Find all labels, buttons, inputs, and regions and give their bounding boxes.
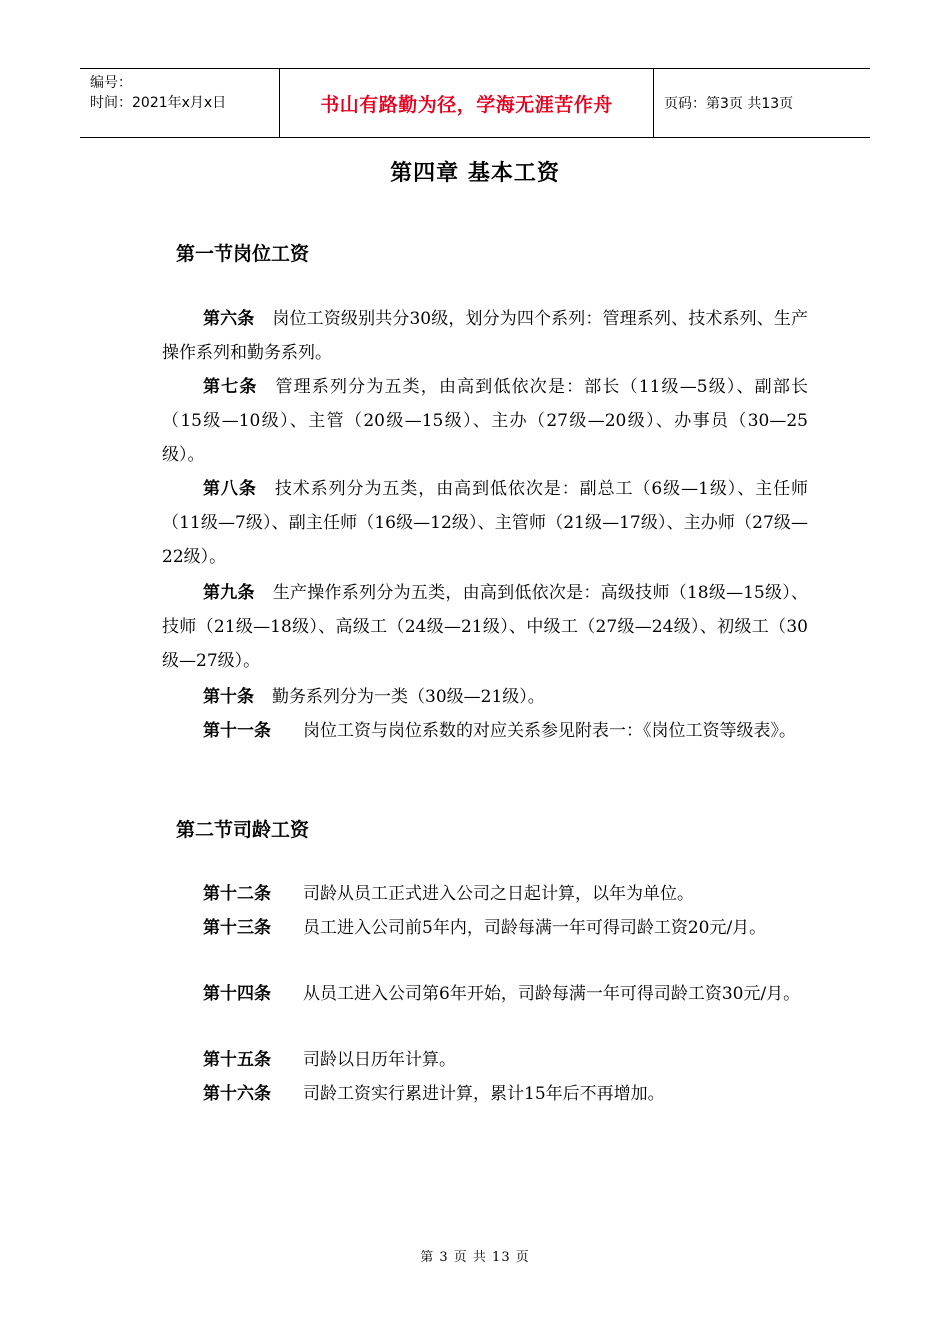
article-11: [162, 714, 808, 748]
article-text: 生产操作系列分为五类，由高到低依次是：高级技师（18级—15级）、技师（21级—18级）、高级工（24级—21级）、中级工（27级—24级）、初级工（30级—27级）。: [162, 583, 809, 671]
article-label: 第九条: [203, 583, 255, 603]
article-text: 司龄工资实行累进计算，累计15年后不再增加。: [303, 1084, 665, 1104]
article-label: 第十二条: [203, 884, 271, 904]
article-text: 从员工进入公司第6年开始，司龄每满一年可得司龄工资30元/月。: [303, 984, 801, 1004]
header-time: 时间：2021年x月x日: [90, 95, 227, 111]
article-16: [162, 1077, 808, 1111]
article-9: [162, 576, 808, 678]
article-text: 技术系列分为五类，由高到低依次是：副总工（6级—1级）、主任师（11级—7级）、副主任师（16级—12级）、主管师（21级—17级）、主办师（27级—22级）。: [162, 479, 809, 567]
header-page-info: 页码：第3页 共13页: [664, 96, 794, 112]
header-number: 编号：: [90, 75, 132, 91]
article-10: [162, 680, 808, 714]
article-12: [162, 877, 808, 911]
header-meta: [80, 69, 280, 137]
article-label: 第六条: [203, 309, 255, 329]
article-14: [162, 977, 808, 1011]
article-label: 第十六条: [203, 1084, 271, 1104]
article-label: 第十三条: [203, 918, 271, 938]
article-text: 勤务系列分为一类（30级—21级）。: [272, 687, 545, 707]
header-motto: 书山有路勤为径，学海无涯苦作舟: [280, 69, 654, 137]
article-label: 第十条: [203, 687, 254, 707]
chapter-title: 第四章 基本工资: [390, 161, 560, 186]
article-text: 司龄从员工正式进入公司之日起计算，以年为单位。: [303, 884, 694, 904]
article-text: 管理系列分为五类，由高到低依次是：部长（11级—5级）、副部长（15级—10级）、主管（20级—15级）、主办（27级—20级）、办事员（30—25级）。: [162, 377, 809, 465]
article-6: [162, 302, 808, 370]
page-footer: 第 3 页 共 13 页: [420, 1250, 530, 1265]
article-label: 第十一条: [203, 721, 271, 741]
article-15: [162, 1043, 808, 1077]
article-label: 第十四条: [203, 984, 271, 1004]
section-title-1: 第一节岗位工资: [176, 243, 310, 265]
article-13: [162, 911, 808, 945]
section-title-2: 第二节司龄工资: [176, 819, 310, 841]
article-text: 岗位工资与岗位系数的对应关系参见附表一：《岗位工资等级表》。: [303, 721, 796, 741]
article-8: [162, 472, 808, 574]
article-text: 司龄以日历年计算。: [303, 1050, 456, 1070]
article-text: 员工进入公司前5年内，司龄每满一年可得司龄工资20元/月。: [303, 918, 767, 938]
article-label: 第十五条: [203, 1050, 271, 1070]
article-7: [162, 370, 808, 472]
page-header: [80, 68, 870, 138]
article-label: 第八条: [203, 479, 257, 499]
article-text: 岗位工资级别共分30级，划分为四个系列：管理系列、技术系列、生产操作系列和勤务系列。: [162, 309, 808, 363]
article-label: 第七条: [203, 377, 258, 397]
